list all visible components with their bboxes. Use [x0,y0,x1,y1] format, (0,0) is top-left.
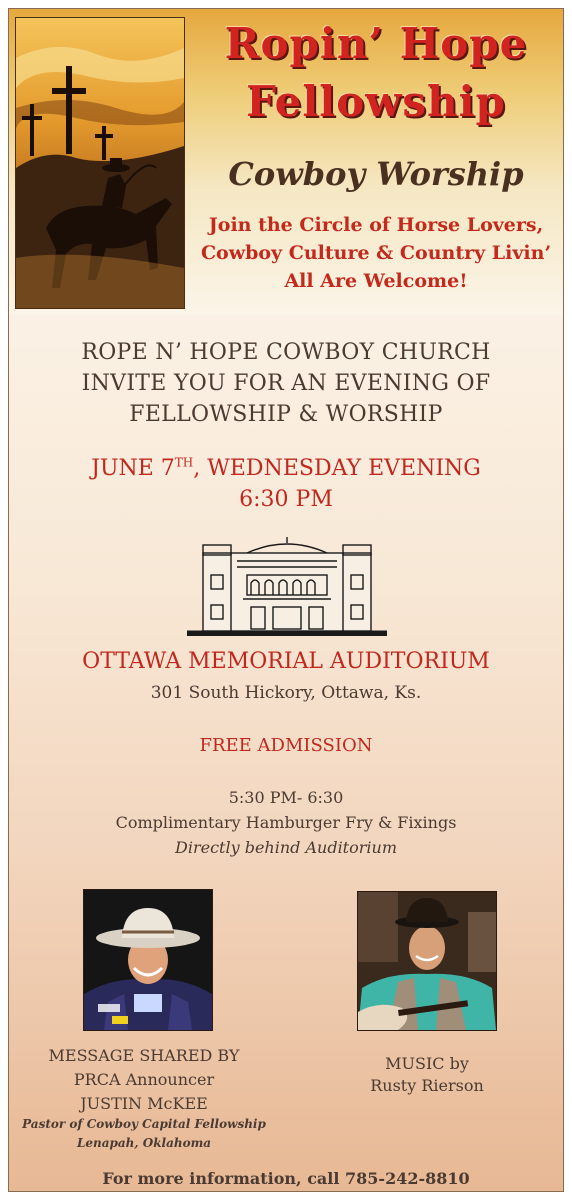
hero-image-cowboy-crosses [15,17,185,309]
event-date [9,453,563,484]
speaker-photo [83,889,213,1031]
auditorium-illustration [187,535,387,639]
speaker-line-2: PRCA Announcer [73,1070,215,1089]
event-time: 6:30 PM [239,487,333,512]
header-banner [9,9,563,315]
music-label: MUSIC by [385,1054,469,1073]
title-line-2: Fellowship [246,77,506,126]
tagline-2: Cowboy Culture & Country Livin’ [200,242,552,264]
musician-name: Rusty Rierson [370,1076,484,1095]
invite-line-3: FELLOWSHIP & WORSHIP [129,402,443,427]
meal-time: 5:30 PM- 6:30 [228,788,344,807]
venue-address: 301 South Hickory, Ottawa, Ks. [150,683,422,703]
title-line-1: Ropin’ Hope [224,19,528,68]
meal-location: Directly behind Auditorium [175,838,397,857]
tagline-1: Join the Circle of Horse Lovers, [208,214,544,236]
meal-description: Complimentary Hamburger Fry & Fixings [115,813,457,832]
speaker-title: Pastor of Cowboy Capital Fellowship [22,1117,266,1131]
subtitle: Cowboy Worship [228,155,524,193]
event-date-month-day: JUNE 7 [91,456,175,481]
venue-name: OTTAWA MEMORIAL AUDITORIUM [82,649,490,674]
event-date-weekday: , WEDNESDAY EVENING [193,456,481,481]
musician-photo [357,891,497,1031]
tagline-3: All Are Welcome! [284,270,468,292]
event-date-suffix: TH [174,455,194,470]
speaker-line-1: MESSAGE SHARED BY [48,1046,240,1065]
admission-note: FREE ADMISSION [199,735,373,756]
speaker-location: Lenapah, Oklahoma [76,1136,212,1150]
invite-line-1: ROPE N’ HOPE COWBOY CHURCH [81,340,491,365]
event-flyer [8,8,564,1192]
contact-info: For more information, call 785-242-8810 [102,1169,470,1188]
invite-line-2: INVITE YOU FOR AN EVENING OF [81,371,491,396]
speaker-name: JUSTIN McKEE [80,1094,208,1113]
